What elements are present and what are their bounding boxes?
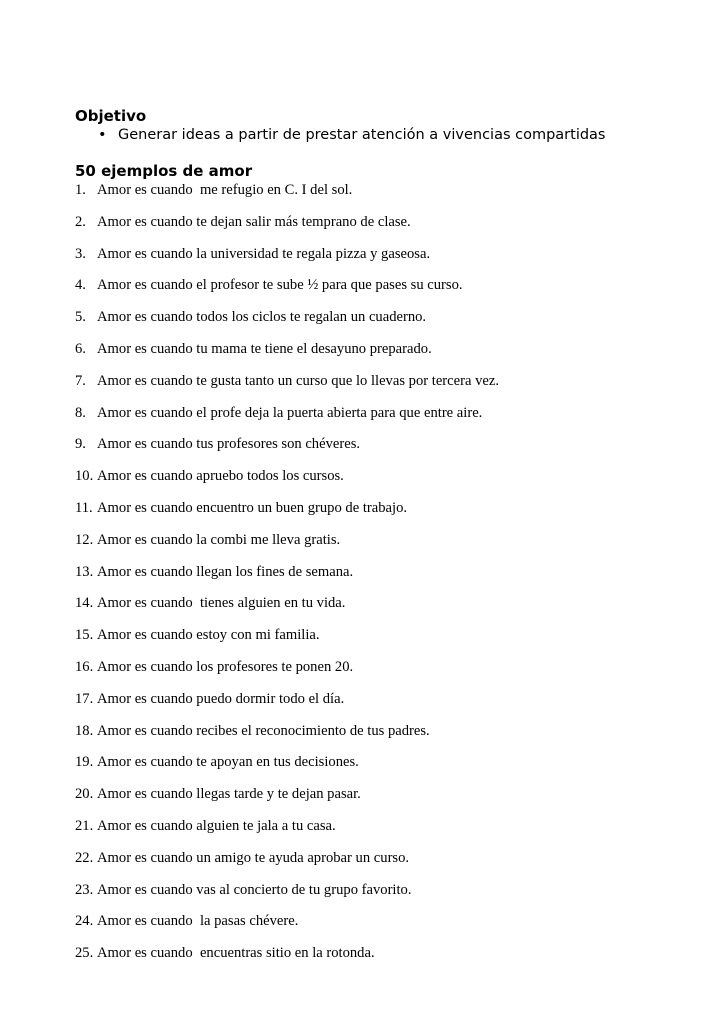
item-number: 17.	[75, 690, 94, 707]
item-text: Amor es cuando la pasas chévere.	[97, 913, 299, 930]
list-item	[75, 213, 499, 245]
list-item	[75, 912, 499, 944]
list-item	[75, 340, 499, 372]
list-item	[75, 308, 499, 340]
list-item	[75, 626, 499, 658]
item-number: 4.	[75, 277, 86, 294]
list-item	[75, 467, 499, 499]
list-item	[75, 435, 499, 467]
list-item	[75, 372, 499, 404]
item-number: 21.	[75, 817, 94, 834]
item-number: 19.	[75, 754, 94, 771]
objective-heading: Objetivo	[75, 107, 147, 125]
list-item	[75, 531, 499, 563]
item-number: 7.	[75, 372, 86, 389]
list-item	[75, 563, 499, 595]
item-text: Amor es cuando estoy con mi familia.	[97, 627, 320, 644]
item-text: Amor es cuando alguien te jala a tu casa.	[97, 817, 336, 834]
list-item	[75, 594, 499, 626]
item-text: Amor es cuando el profe deja la puerta abierta para que entre aire.	[97, 404, 483, 421]
examples-heading: 50 ejemplos de amor	[75, 162, 253, 180]
item-number: 14.	[75, 595, 94, 612]
item-number: 12.	[75, 531, 94, 548]
item-text: Amor es cuando te gusta tanto un curso que lo llevas por tercera vez.	[97, 372, 499, 389]
item-number: 3.	[75, 245, 86, 262]
list-item	[75, 499, 499, 531]
item-number: 15.	[75, 627, 94, 644]
item-number: 25.	[75, 945, 94, 962]
bullet-icon: •	[98, 127, 107, 143]
list-item	[75, 849, 499, 881]
item-text: Amor es cuando vas al concierto de tu grupo favorito.	[97, 881, 412, 898]
item-text: Amor es cuando la universidad te regala pizza y gaseosa.	[97, 245, 431, 262]
objective-bullet-text: Generar ideas a partir de prestar atención a vivencias compartidas	[118, 127, 606, 143]
list-item	[75, 658, 499, 690]
item-number: 6.	[75, 340, 86, 357]
item-number: 16.	[75, 658, 94, 675]
examples-list	[75, 181, 499, 976]
item-text: Amor es cuando tus profesores son chéveres.	[97, 436, 361, 453]
item-text: Amor es cuando me refugio en C. I del sol.	[97, 182, 353, 198]
item-text: Amor es cuando tu mama te tiene el desayuno preparado.	[97, 340, 432, 357]
item-text: Amor es cuando encuentras sitio en la rotonda.	[97, 945, 375, 962]
item-number: 5.	[75, 309, 86, 326]
list-item	[75, 944, 499, 976]
item-number: 11.	[75, 499, 93, 516]
list-item	[75, 785, 499, 817]
item-number: 24.	[75, 913, 94, 930]
item-number: 23.	[75, 881, 94, 898]
list-item	[75, 722, 499, 754]
item-text: Amor es cuando te apoyan en tus decisiones.	[97, 754, 359, 771]
item-text: Amor es cuando recibes el reconocimiento de tus padres.	[97, 722, 430, 739]
list-item	[75, 276, 499, 308]
item-number: 13.	[75, 563, 94, 580]
list-item	[75, 881, 499, 913]
list-item	[75, 753, 499, 785]
list-item	[75, 404, 499, 436]
item-number: 10.	[75, 468, 94, 485]
item-text: Amor es cuando te dejan salir más temprano de clase.	[97, 213, 411, 230]
list-item	[75, 181, 499, 213]
item-text: Amor es cuando encuentro un buen grupo de trabajo.	[97, 499, 408, 516]
list-item	[75, 817, 499, 849]
item-text: Amor es cuando los profesores te ponen 20.	[97, 658, 354, 675]
item-text: Amor es cuando puedo dormir todo el día.	[97, 690, 345, 707]
item-text: Amor es cuando tienes alguien en tu vida.	[97, 595, 346, 612]
item-text: Amor es cuando un amigo te ayuda aprobar un curso.	[97, 849, 410, 866]
item-text: Amor es cuando llegas tarde y te dejan pasar.	[97, 786, 361, 803]
item-number: 1.	[75, 182, 86, 198]
item-number: 22.	[75, 849, 94, 866]
item-number: 20.	[75, 786, 94, 803]
item-text: Amor es cuando apruebo todos los cursos.	[97, 468, 344, 485]
objective-bullet-item	[98, 126, 606, 144]
item-number: 9.	[75, 436, 86, 453]
item-number: 8.	[75, 404, 86, 421]
item-text: Amor es cuando llegan los fines de semana.	[97, 563, 354, 580]
list-item	[75, 690, 499, 722]
item-number: 18.	[75, 722, 94, 739]
item-text: Amor es cuando todos los ciclos te regalan un cuaderno.	[97, 309, 427, 326]
list-item	[75, 245, 499, 277]
item-text: Amor es cuando el profesor te sube ½ para que pases su curso.	[97, 277, 463, 294]
item-number: 2.	[75, 213, 86, 230]
item-text: Amor es cuando la combi me lleva gratis.	[97, 531, 341, 548]
